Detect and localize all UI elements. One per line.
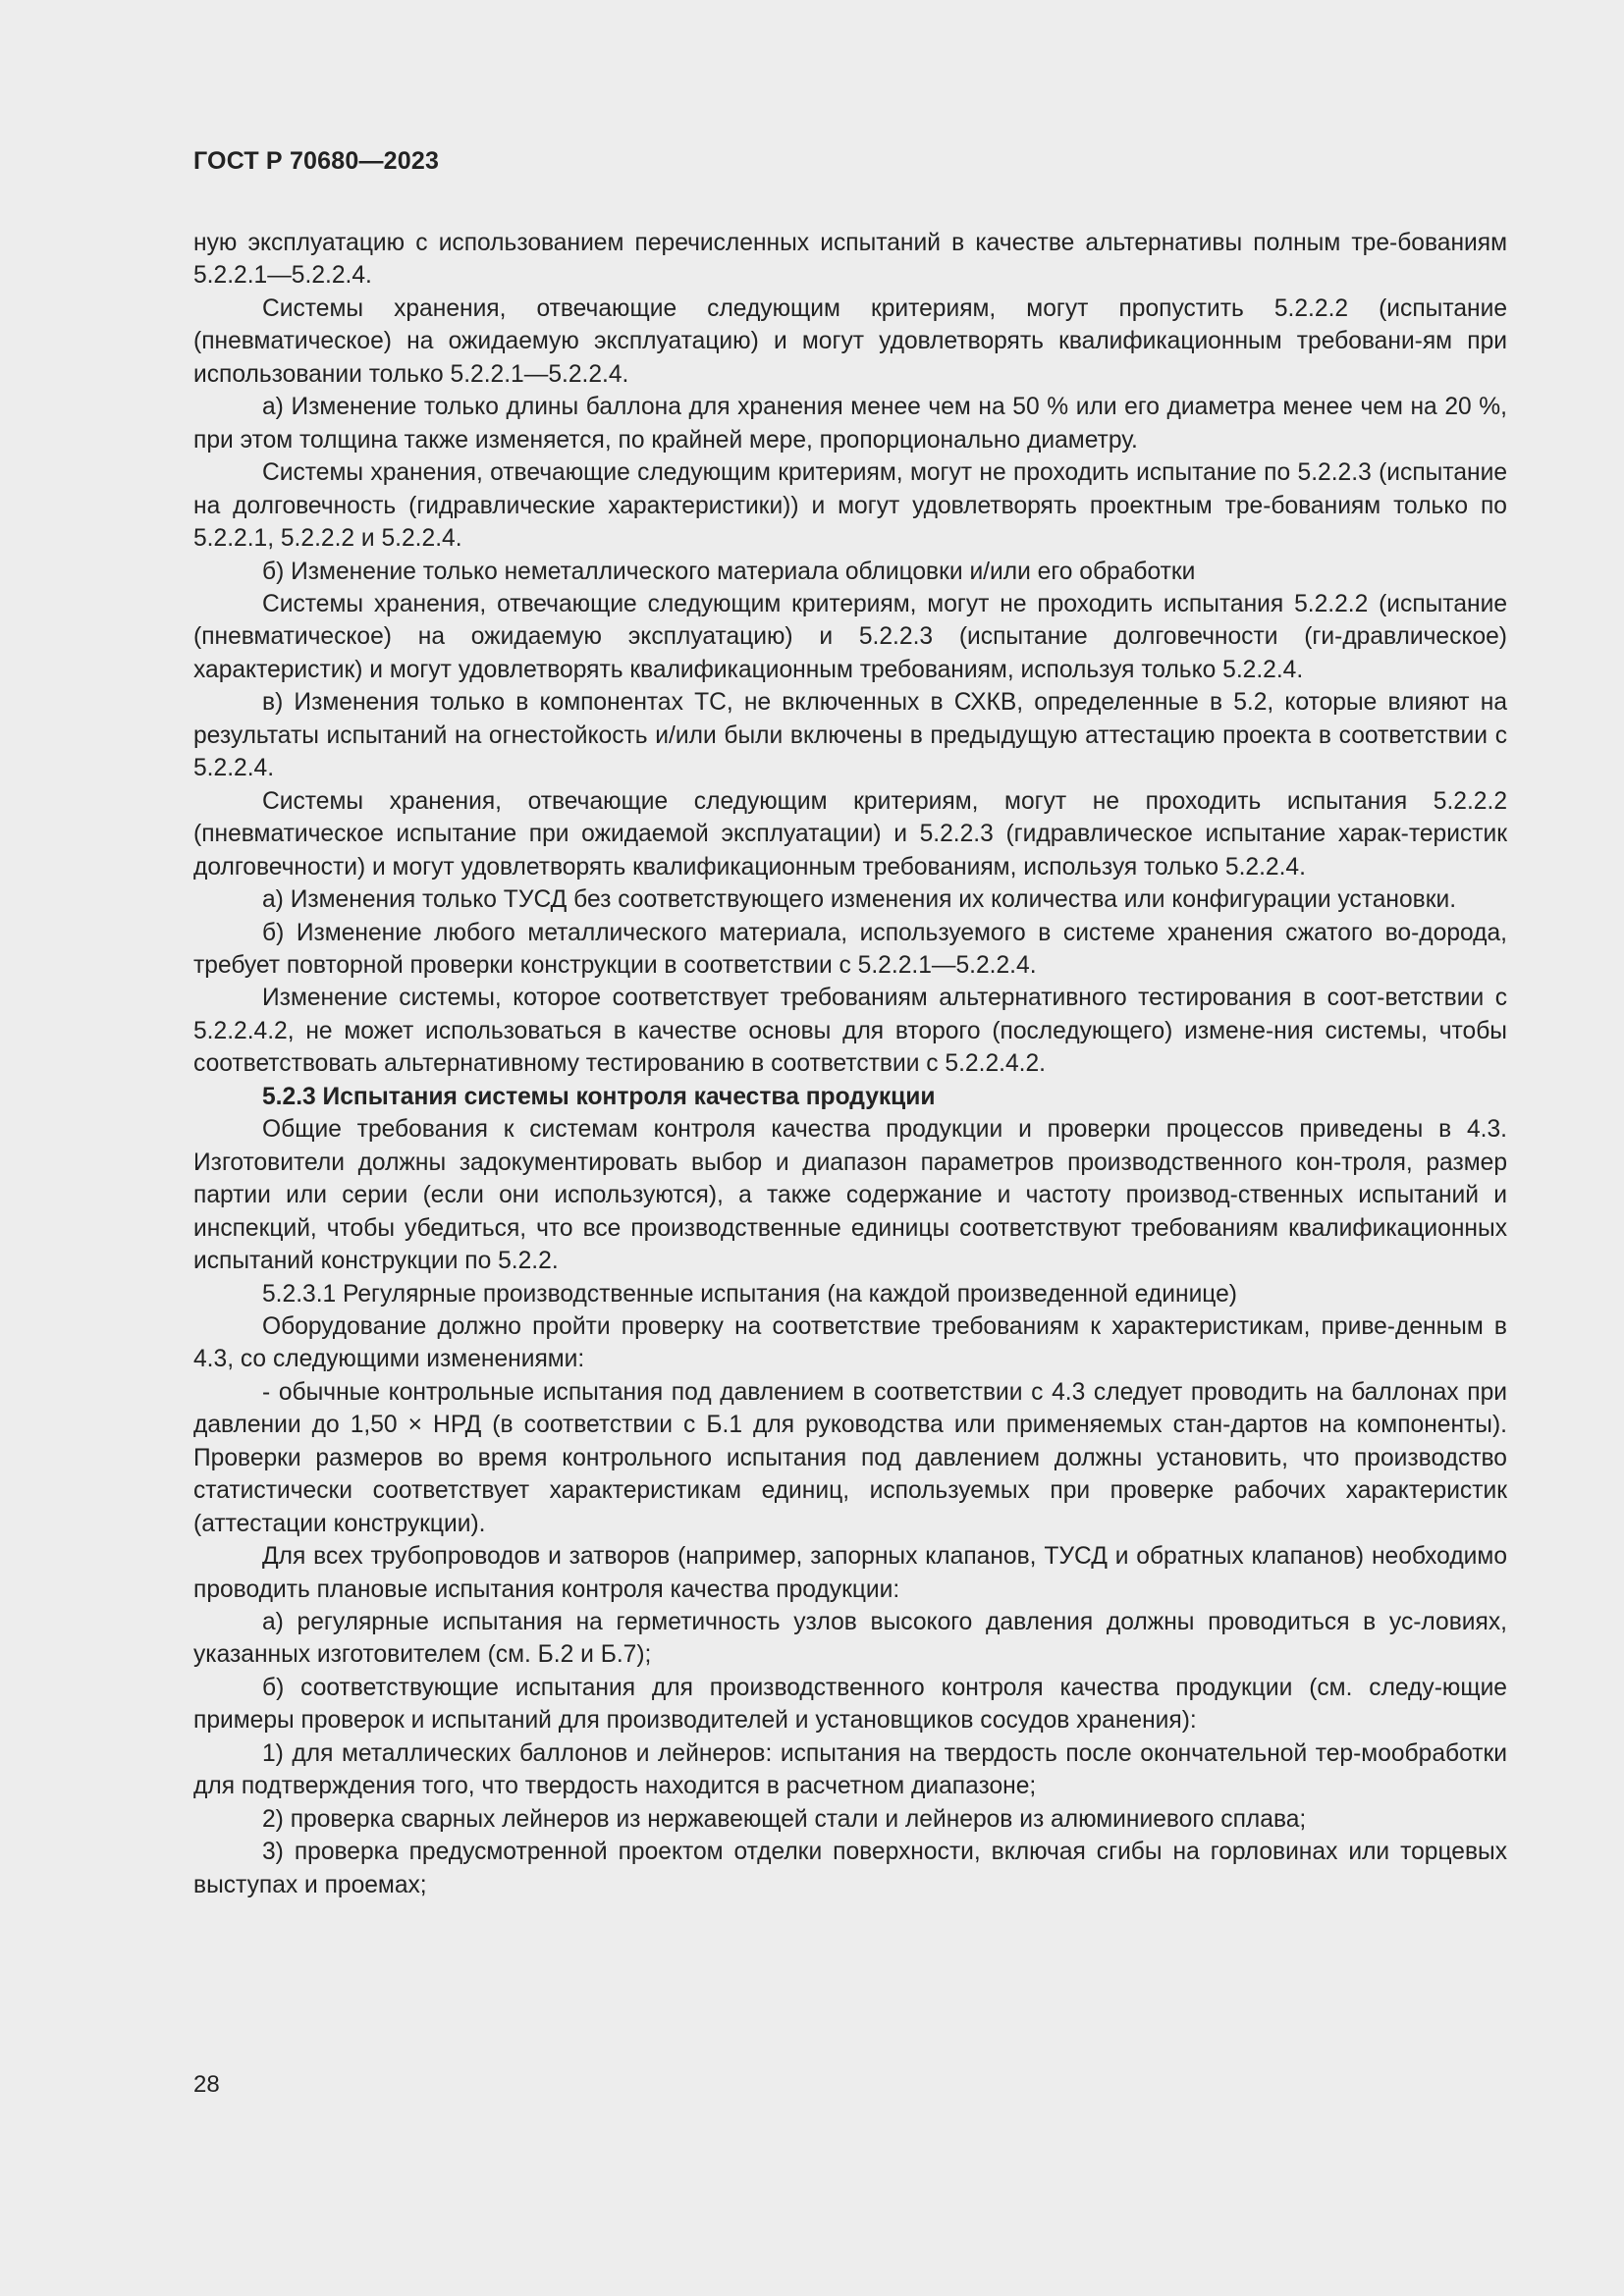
- document-body: [193, 227, 1507, 1901]
- paragraph: Системы хранения, отвечающие следующим критериям, могут пропустить 5.2.2.2 (испытание (пневматическое) на ожидаемую эксплуатацию) и могут удовлетворять квалификационным требовани-ям при использовании только 5.2.2.1—5.2.2.4.: [193, 294, 1507, 388]
- paragraph: Системы хранения, отвечающие следующим критериям, могут не проходить испытания 5.2.2.2 (пневматическое испытание при ожидаемой эксплуатации) и 5.2.2.3 (гидравлическое испытание харак-теристик долговечности) и могут удовлетворять квалификационным требованиям, используя только 5.2.2.4.: [193, 787, 1507, 881]
- document-header: ГОСТ Р 70680—2023: [193, 147, 440, 175]
- list-item: а) Изменение только длины баллона для хранения менее чем на 50 % или его диаметра менее чем на 20 %, при этом толщина также изменяется, по крайней мере, пропорционально диаметру.: [193, 394, 1507, 454]
- subsection-heading: 5.2.3.1 Регулярные производственные испытания (на каждой произведенной единице): [262, 1280, 1237, 1308]
- list-item: а) Изменения только ТУСД без соответствующего изменения их количества или конфигурации установки.: [262, 886, 1457, 914]
- list-item: б) соответствующие испытания для производственного контроля качества продукции (см. следу-ющие примеры проверок и испытаний для производителей и установщиков сосудов хранения):: [193, 1674, 1507, 1735]
- paragraph: Системы хранения, отвечающие следующим критериям, могут не проходить испытания 5.2.2.2 (испытание (пневматическое) на ожидаемую эксплуатацию) и 5.2.2.3 (испытание долговечности (ги-дравлическое) характеристик) и могут удовлетворять квалификационным требованиям, используя только 5.2.2.4.: [193, 590, 1507, 683]
- list-item: 2) проверка сварных лейнеров из нержавеющей стали и лейнеров из алюминиевого сплава;: [262, 1805, 1307, 1833]
- list-item: б) Изменение только неметаллического материала облицовки и/или его обработки: [262, 558, 1196, 585]
- paragraph: Изменение системы, которое соответствует требованиям альтернативного тестирования в соот-ветствии с 5.2.2.4.2, не может использоваться в качестве основы для второго (последующего) измене-ния системы, чтобы соответствовать альтернативному тестированию в соответствии с 5.2.2.4.2.: [193, 985, 1507, 1078]
- paragraph: ную эксплуатацию с использованием перечисленных испытаний в качестве альтернативы полным тре-бованиям 5.2.2.1—5.2.2.4.: [193, 230, 1507, 290]
- list-item: 1) для металлических баллонов и лейнеров: испытания на твердость после окончательной тер-мообработки для подтверждения того, что твердость находится в расчетном диапазоне;: [193, 1739, 1507, 1800]
- list-item: в) Изменения только в компонентах ТС, не включенных в СХКВ, определенные в 5.2, которые влияют на результаты испытаний на огнестойкость и/или были включены в предыдущую аттестацию проекта в соответствии с 5.2.2.4.: [193, 689, 1507, 782]
- paragraph: Для всех трубопроводов и затворов (например, запорных клапанов, ТУСД и обратных клапанов) необходимо проводить плановые испытания контроля качества продукции:: [193, 1543, 1507, 1603]
- list-item: - обычные контрольные испытания под давлением в соответствии с 4.3 следует проводить на баллонах при давлении до 1,50 × НРД (в соответствии с Б.1 для руководства или применяемых стан-дартов на компоненты). Проверки размеров во время контрольного испытания под давлением должны установить, что производство статистически соответствует характеристикам единиц, используемых при проверке рабочих характеристик (аттестации конструкции).: [193, 1378, 1507, 1537]
- page-number: 28: [193, 2071, 220, 2098]
- paragraph: Оборудование должно пройти проверку на соответствие требованиям к характеристикам, приве-денным в 4.3, со следующими изменениями:: [193, 1312, 1507, 1373]
- list-item: б) Изменение любого металлического материала, используемого в системе хранения сжатого во-дорода, требует повторной проверки конструкции в соответствии с 5.2.2.1—5.2.2.4.: [193, 919, 1507, 979]
- paragraph: Системы хранения, отвечающие следующим критериям, могут не проходить испытание по 5.2.2.3 (испытание на долговечность (гидравлические характеристики)) и могут удовлетворять проектным тре-бованиям только по 5.2.2.1, 5.2.2.2 и 5.2.2.4.: [193, 459, 1507, 553]
- paragraph: Общие требования к системам контроля качества продукции и проверки процессов приведены в 4.3. Изготовители должны задокументировать выбор и диапазон параметров производственного кон-троля, размер партии или серии (если они используются), а также содержание и частоту производ-ственных испытаний и инспекций, чтобы убедиться, что все производственные единицы соответствуют требованиям квалификационных испытаний конструкции по 5.2.2.: [193, 1116, 1507, 1275]
- list-item: 3) проверка предусмотренной проектом отделки поверхности, включая сгибы на горловинах или торцевых выступах и проемах;: [193, 1839, 1507, 1898]
- list-item: а) регулярные испытания на герметичность узлов высокого давления должны проводиться в ус-ловиях, указанных изготовителем (см. Б.2 и Б.7);: [193, 1609, 1507, 1669]
- section-heading: 5.2.3 Испытания системы контроля качества продукции: [262, 1083, 936, 1110]
